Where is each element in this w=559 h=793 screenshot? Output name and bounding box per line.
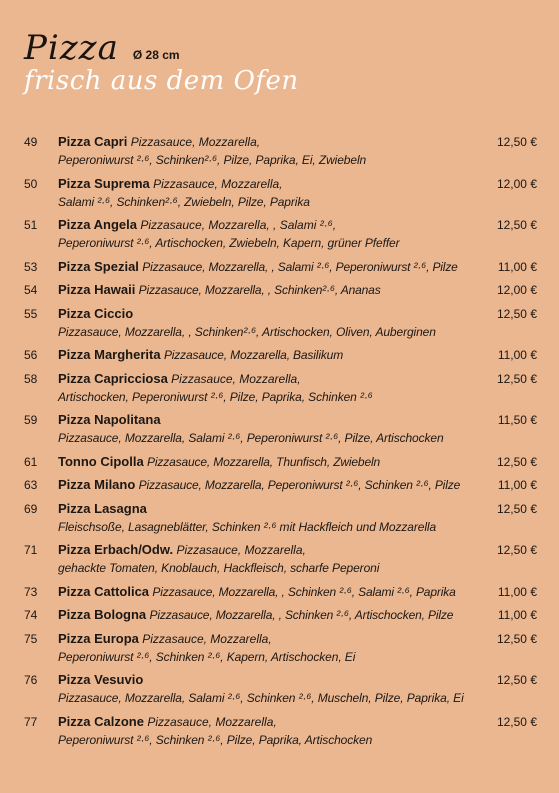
- item-price: 12,50 €: [496, 306, 537, 321]
- item-number: 59: [24, 413, 38, 427]
- item-description-line2: gehackte Tomaten, Knoblauch, Hackfleisch, scharfe Peperoni: [58, 561, 380, 575]
- item-name: Pizza Erbach/Odw.: [58, 542, 174, 557]
- item-name: Pizza Capri: [58, 134, 128, 149]
- item-description: Pizzasauce, Mozzarella, , Schinken ²·⁶, Salami ²·⁶, Paprika: [152, 584, 456, 599]
- item-name: Pizza Angela: [58, 217, 137, 232]
- item-first-line: [58, 411, 489, 429]
- item-content: [58, 671, 489, 707]
- menu-list: [0, 133, 559, 754]
- item-price: 11,00 €: [497, 584, 537, 599]
- item-content: [58, 583, 489, 601]
- menu-item: [0, 713, 559, 749]
- item-price: 11,00 €: [497, 259, 537, 274]
- item-content: [58, 175, 489, 211]
- menu-item: [0, 281, 559, 299]
- item-first-line: [58, 606, 489, 624]
- item-description-line2: Peperoniwurst ²·⁶, Schinken ²·⁶, Pilze, Paprika, Artischocken: [58, 732, 373, 747]
- item-number: 76: [24, 673, 38, 687]
- item-first-line: [58, 671, 489, 689]
- item-number: 77: [24, 714, 38, 729]
- menu-item: [0, 500, 559, 536]
- item-content: [58, 630, 489, 666]
- menu-item: [0, 630, 559, 666]
- item-number: 50: [24, 176, 38, 191]
- item-first-line: [58, 453, 489, 471]
- item-content: [58, 305, 489, 341]
- item-description-line2: Peperoniwurst ²·⁶, Artischocken, Zwiebeln, Kapern, grüner Pfeffer: [58, 236, 400, 250]
- item-description: Pizzasauce, Mozzarella, , Salami ²·⁶, Peperoniwurst ²·⁶, Pilze: [142, 259, 458, 274]
- item-content: [58, 133, 489, 169]
- item-description-line2: Peperoniwurst ²·⁶, Schinken ²·⁶, Kapern, Artischocken, Ei: [58, 649, 356, 664]
- item-number: 55: [24, 306, 38, 321]
- item-name: Pizza Napolitana: [58, 412, 161, 427]
- item-price: 12,50 €: [496, 673, 537, 687]
- item-number: 61: [24, 454, 38, 469]
- menu-item: [0, 453, 559, 471]
- item-name: Pizza Milano: [58, 477, 136, 492]
- size-label: Ø 28 cm: [132, 48, 180, 62]
- item-description: Pizzasauce, Mozzarella,: [142, 631, 272, 646]
- item-description-line2: Fleischsoße, Lasagneblätter, Schinken ²·⁶ mit Hackfleich und Mozzarella: [58, 519, 437, 534]
- item-number: 58: [24, 371, 38, 386]
- item-name: Pizza Calzone: [58, 713, 144, 729]
- item-content: [58, 411, 489, 447]
- item-price: 12,50 €: [496, 454, 537, 469]
- item-description-line2: Pizzasauce, Mozzarella, Salami ²·⁶, Peperoniwurst ²·⁶, Pilze, Artischocken: [58, 431, 444, 445]
- item-first-line: [58, 500, 489, 518]
- menu-item: [0, 305, 559, 341]
- item-price: 12,00 €: [496, 283, 537, 297]
- item-number: 74: [24, 608, 38, 622]
- item-description: Pizzasauce, Mozzarella, , Schinken²·⁶, Ananas: [138, 283, 381, 297]
- item-content: [58, 281, 489, 299]
- menu-item: [0, 346, 559, 364]
- item-name: Pizza Capricciosa: [58, 370, 168, 386]
- item-description: Pizzasauce, Mozzarella, Peperoniwurst ²·⁶, Schinken ²·⁶, Pilze: [138, 478, 461, 492]
- item-description: Pizzasauce, Mozzarella,: [153, 176, 283, 191]
- item-description: Pizzasauce, Mozzarella,: [147, 714, 277, 729]
- item-description: Pizzasauce, Mozzarella, Thunfisch, Zwiebeln: [147, 454, 381, 469]
- item-content: [58, 500, 489, 536]
- item-description-line2: Pizzasauce, Mozzarella, , Schinken²·⁶, Artischocken, Oliven, Auberginen: [58, 324, 436, 339]
- menu-item: [0, 583, 559, 601]
- item-number: 53: [24, 259, 38, 274]
- section-title: Pizza: [24, 28, 119, 68]
- item-description-line2: Artischocken, Peperoniwurst ²·⁶, Pilze, Paprika, Schinken ²·⁶: [58, 389, 373, 404]
- section-subtitle: frisch aus dem Ofen: [24, 66, 299, 96]
- item-price: 12,00 €: [496, 176, 537, 191]
- item-price: 12,50 €: [496, 135, 537, 149]
- title-row: [24, 30, 299, 66]
- menu-header: [24, 30, 299, 96]
- item-name: Pizza Margherita: [58, 347, 161, 362]
- menu-item: [0, 370, 559, 406]
- item-first-line: [58, 175, 489, 193]
- item-number: 54: [24, 283, 38, 297]
- item-name: Tonno Cipolla: [58, 453, 144, 469]
- item-description-line2: Pizzasauce, Mozzarella, Salami ²·⁶, Schinken ²·⁶, Muscheln, Pilze, Paprika, Ei: [58, 691, 464, 705]
- item-content: [58, 541, 489, 577]
- item-number: 56: [24, 348, 38, 362]
- item-first-line: [58, 476, 489, 494]
- item-first-line: [58, 583, 489, 601]
- item-content: [58, 476, 489, 494]
- item-name: Pizza Ciccio: [58, 305, 134, 321]
- item-first-line: [58, 281, 489, 299]
- item-price: 12,50 €: [496, 714, 537, 729]
- item-name: Pizza Cattolica: [58, 583, 150, 599]
- item-price: 11,00 €: [497, 478, 537, 492]
- item-content: [58, 713, 489, 749]
- item-description: Pizzasauce, Mozzarella, , Salami ²·⁶,: [140, 218, 337, 232]
- item-description-line2: Peperoniwurst ²·⁶, Schinken²·⁶, Pilze, Paprika, Ei, Zwiebeln: [58, 153, 367, 167]
- menu-item: [0, 671, 559, 707]
- item-first-line: [58, 541, 489, 559]
- item-first-line: [58, 258, 489, 276]
- item-price: 11,00 €: [497, 608, 537, 622]
- item-content: [58, 258, 489, 276]
- item-first-line: [58, 630, 489, 648]
- item-first-line: [58, 370, 489, 388]
- item-number: 63: [24, 478, 38, 492]
- item-number: 73: [24, 584, 38, 599]
- item-name: Pizza Europa: [58, 630, 139, 646]
- item-first-line: [58, 133, 489, 151]
- menu-item: [0, 411, 559, 447]
- item-first-line: [58, 216, 489, 234]
- menu-item: [0, 133, 559, 169]
- item-first-line: [58, 713, 489, 731]
- item-first-line: [58, 305, 489, 323]
- item-price: 11,50 €: [497, 413, 537, 427]
- menu-item: [0, 476, 559, 494]
- item-content: [58, 216, 489, 252]
- item-description-line2: Salami ²·⁶, Schinken²·⁶, Zwiebeln, Pilze, Paprika: [58, 194, 310, 209]
- menu-item: [0, 541, 559, 577]
- item-content: [58, 370, 489, 406]
- menu-item: [0, 606, 559, 624]
- menu-item: [0, 258, 559, 276]
- menu-item: [0, 175, 559, 211]
- item-price: 12,50 €: [496, 501, 537, 516]
- item-number: 49: [24, 135, 38, 149]
- item-price: 12,50 €: [496, 218, 537, 232]
- item-content: [58, 606, 489, 624]
- item-name: Pizza Spezial: [58, 258, 139, 274]
- item-description: Pizzasauce, Mozzarella,: [130, 135, 261, 149]
- item-name: Pizza Vesuvio: [58, 672, 144, 687]
- item-price: 12,50 €: [496, 371, 537, 386]
- item-first-line: [58, 346, 489, 364]
- item-price: 12,50 €: [496, 631, 537, 646]
- item-description: Pizzasauce, Mozzarella, Basilikum: [163, 348, 344, 362]
- item-number: 69: [24, 501, 38, 516]
- item-description: Pizzasauce, Mozzarella,: [171, 371, 301, 386]
- item-name: Pizza Hawaii: [58, 282, 136, 297]
- item-description: Pizzasauce, Mozzarella, , Schinken ²·⁶, Artischocken, Pilze: [149, 608, 454, 622]
- item-name: Pizza Suprema: [58, 175, 150, 191]
- item-price: 11,00 €: [497, 348, 537, 362]
- item-name: Pizza Lasagna: [58, 500, 147, 516]
- item-description: Pizzasauce, Mozzarella,: [176, 543, 306, 557]
- item-price: 12,50 €: [496, 543, 537, 557]
- item-number: 75: [24, 631, 38, 646]
- menu-item: [0, 216, 559, 252]
- item-content: [58, 453, 489, 471]
- item-number: 51: [24, 218, 38, 232]
- item-number: 71: [24, 543, 38, 557]
- item-content: [58, 346, 489, 364]
- item-name: Pizza Bologna: [58, 607, 147, 622]
